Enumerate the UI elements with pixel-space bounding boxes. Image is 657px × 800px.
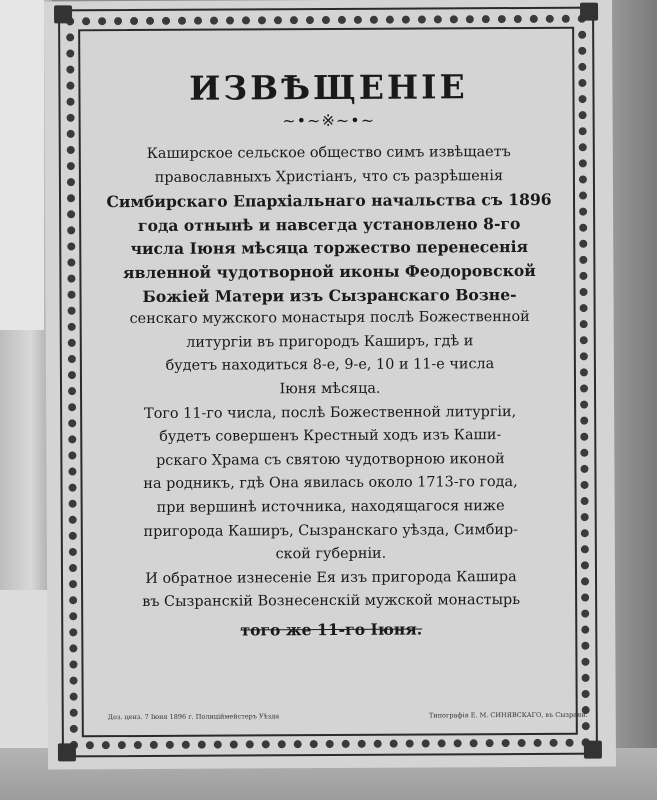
corner-ornament [58,743,76,761]
corner-ornament [584,741,602,759]
notice-sheet [44,0,616,769]
text-line: сенскаго мужского монастыря послѣ Божественной [129,309,530,328]
notice-content [84,59,575,640]
text-line: на родникъ, гдѣ Она явилась около 1713-го года, [143,474,518,493]
text-line: литургiи въ пригородъ Каширъ, гдѣ и [186,332,474,351]
text-line: числа Iюня мѣсяца торжество перенесенiя [130,237,529,259]
text-line: Каширское сельское общество симъ извѣщаетъ [146,144,511,162]
text-line: И обратное изнесенiе Ея изъ пригорода Кашира [145,568,517,587]
text-line: православныхъ Христiанъ, что съ разрѣшенiя [154,167,504,186]
text-line: Того 11-го числа, послѣ Божественной литургiи, [144,403,517,422]
closing-text: того же 11-го Iюня. [240,619,423,640]
notice-title: ИЗВѢЩЕНIЕ [189,67,468,108]
printer-name: Типографiя Е. М. СИНЯВСКАГО, въ Сызрани. [429,710,588,720]
text-line: будетъ находиться 8-е, 9-е, 10 и 11-е числа [165,356,495,375]
background-right [609,0,657,800]
text-line: Божiей Матери изъ Сызранскаго Возне- [142,284,517,306]
censorship-note: Доз. ценз. 7 Iюня 1896 г. Полицiймейстеръ Уѣзда [107,712,280,722]
text-line: Симбирскаго Епархiальнаго начальства съ 1896 [106,190,552,212]
text-line: ской губернiи. [275,545,387,563]
corner-ornament [580,3,598,21]
text-line: при вершинѣ источника, находящагося ниже [156,497,505,516]
text-line: года отнынѣ и навсегда установлено 8-го [137,213,521,235]
text-line: Iюня мѣсяца. [279,380,381,398]
closing-line [87,619,575,641]
text-line: пригорода Каширъ, Сызранскаго уѣзда, Симбир- [143,521,519,540]
title-ornament: ~•~※~•~ [282,110,376,131]
text-line: явленной чудотворной иконы Феодоровской [122,260,536,283]
paper-scrap [0,0,44,330]
text-line: рскаго Храма съ святою чудотворною иконой [156,450,505,469]
corner-ornament [54,5,72,23]
notice-body [85,141,575,615]
text-line: въ Сызранскiй Вознесенскiй мужской монастырь [142,592,521,611]
text-line: будетъ совершенъ Крестный ходъ изъ Каши- [159,427,502,446]
